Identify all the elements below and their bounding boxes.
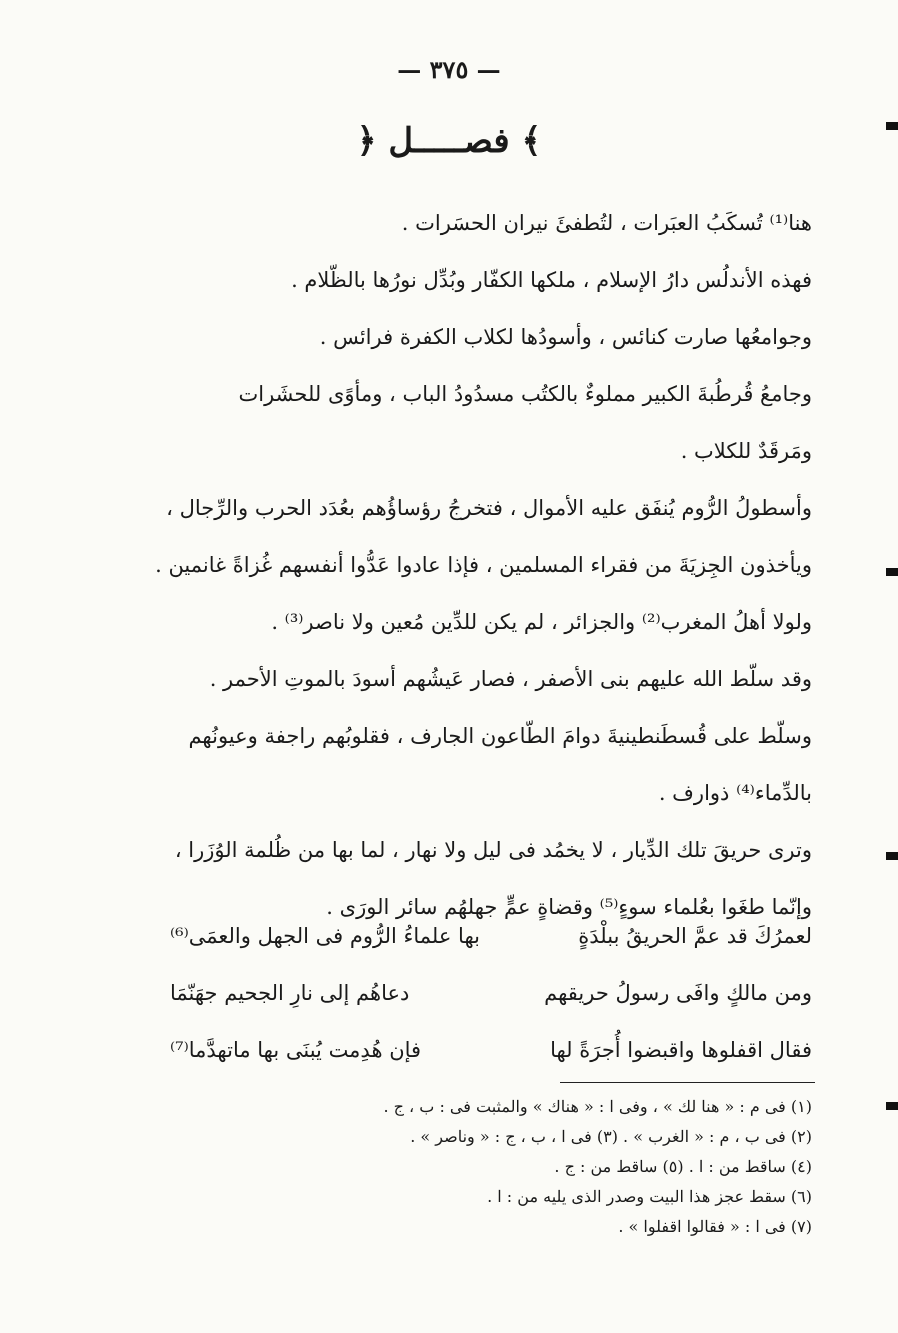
text-line: وأسطولُ الرُّوم يُنفَق عليه الأموال ، فتخرجُ رؤساؤُهم بعُدَد الحرب والرِّجال ، <box>166 496 812 520</box>
text-line: وترى حريقَ تلك الدِّيار ، لا يخمُد فى ليل ولا نهار ، لما بها من ظُلمة الوُزَرا ، <box>174 838 812 862</box>
text-line: وقد سلّط الله عليهم بنى الأصفر ، فصار عَيشُهم أسودَ بالموتِ الأحمر . <box>209 667 812 691</box>
verse-first-hemistich: لعمرُكَ قد عمَّ الحريقُ ببلْدَةٍ <box>578 924 812 948</box>
verse-first-hemistich: فقال اقفلوها واقبضوا أُجرَةً لها <box>550 1038 812 1062</box>
text-line: وجوامعُها صارت كنائس ، وأسودُها لكلاب الكفرة فرائس . <box>319 325 812 349</box>
margin-mark <box>886 1102 898 1110</box>
verse <box>170 908 812 965</box>
margin-mark <box>886 852 898 860</box>
text-line: وإنّما طغَوا بعُلماء سوءٍ⁽⁵⁾ وقضاةٍ عمٍّ جهلهُم سائر الورَى . <box>326 895 812 919</box>
footnote: (٤) ساقط من : ا . (٥) ساقط من : ج . <box>554 1157 812 1176</box>
section-heading: ﴿ فصـــــل ﴾ <box>356 121 542 161</box>
text-line: وجامعُ قُرطُبةَ الكبير مملوءٌ بالكتُب مسدُودُ الباب ، ومأوًى للحشَرات <box>238 382 812 406</box>
text-line: وسلّط على قُسطَنطينيةَ دوامَ الطّاعون الجارف ، فقلوبُهم راجفة وعيونُهم <box>188 724 812 748</box>
text-line: ويأخذون الجِزيَةَ من فقراء المسلمين ، فإذا عادوا عَدُّوا أنفسهم غُزاةً غانمين . <box>155 553 812 577</box>
text-line: ومَرقَدٌ للكلاب . <box>680 439 812 463</box>
footnotes <box>200 1092 812 1242</box>
verse-first-hemistich: ومن مالكٍ وافَى رسولُ حريقهم <box>544 981 812 1005</box>
text-line: بالدِّماء⁽⁴⁾ ذوارف . <box>658 781 812 805</box>
verse <box>170 965 812 1022</box>
verse-second-hemistich: فإن هُدِمت يُبنَى بها ماتهدَّما⁽⁷⁾ <box>170 1038 422 1062</box>
footnote: (٦) سقط عجز هذا البيت وصدر الذى يليه من : ا . <box>487 1187 812 1206</box>
text-line: هنا⁽¹⁾ تُسكَبُ العبَرات ، لتُطفئَ نيران الحسَرات . <box>401 211 812 235</box>
verse-second-hemistich: بها علماءُ الرُّوم فى الجهل والعمَى⁽⁶⁾ <box>170 924 480 948</box>
prose-body <box>88 195 812 936</box>
footnote: (٧) فى ا : « فقالوا اقفلوا » . <box>618 1217 812 1236</box>
footnote: (٢) فى ب ، م : « الغرب » . (٣) فى ا ، ب ، ج : « وناصر » . <box>410 1127 812 1146</box>
verse-second-hemistich: دعاهُم إلى نارِ الجحيم جهَنّمَا <box>170 981 410 1005</box>
text-line: فهذه الأندلُس دارُ الإسلام ، ملكها الكفّار وبُدِّل نورُها بالظّلام . <box>291 268 812 292</box>
verse <box>170 1022 812 1079</box>
footnote: (١) فى م : « هنا لك » ، وفى ا : « هناك » والمثبت فى : ب ، ج . <box>383 1097 812 1116</box>
margin-mark <box>886 122 898 130</box>
page-number: — ٣٧٥ — <box>397 55 501 84</box>
poem-verses <box>170 908 812 1079</box>
text-line: ولولا أهلُ المغرب⁽²⁾ والجزائر ، لم يكن للدِّين مُعين ولا ناصر⁽³⁾ . <box>271 610 812 634</box>
footnote-divider <box>560 1082 815 1083</box>
margin-mark <box>886 568 898 576</box>
